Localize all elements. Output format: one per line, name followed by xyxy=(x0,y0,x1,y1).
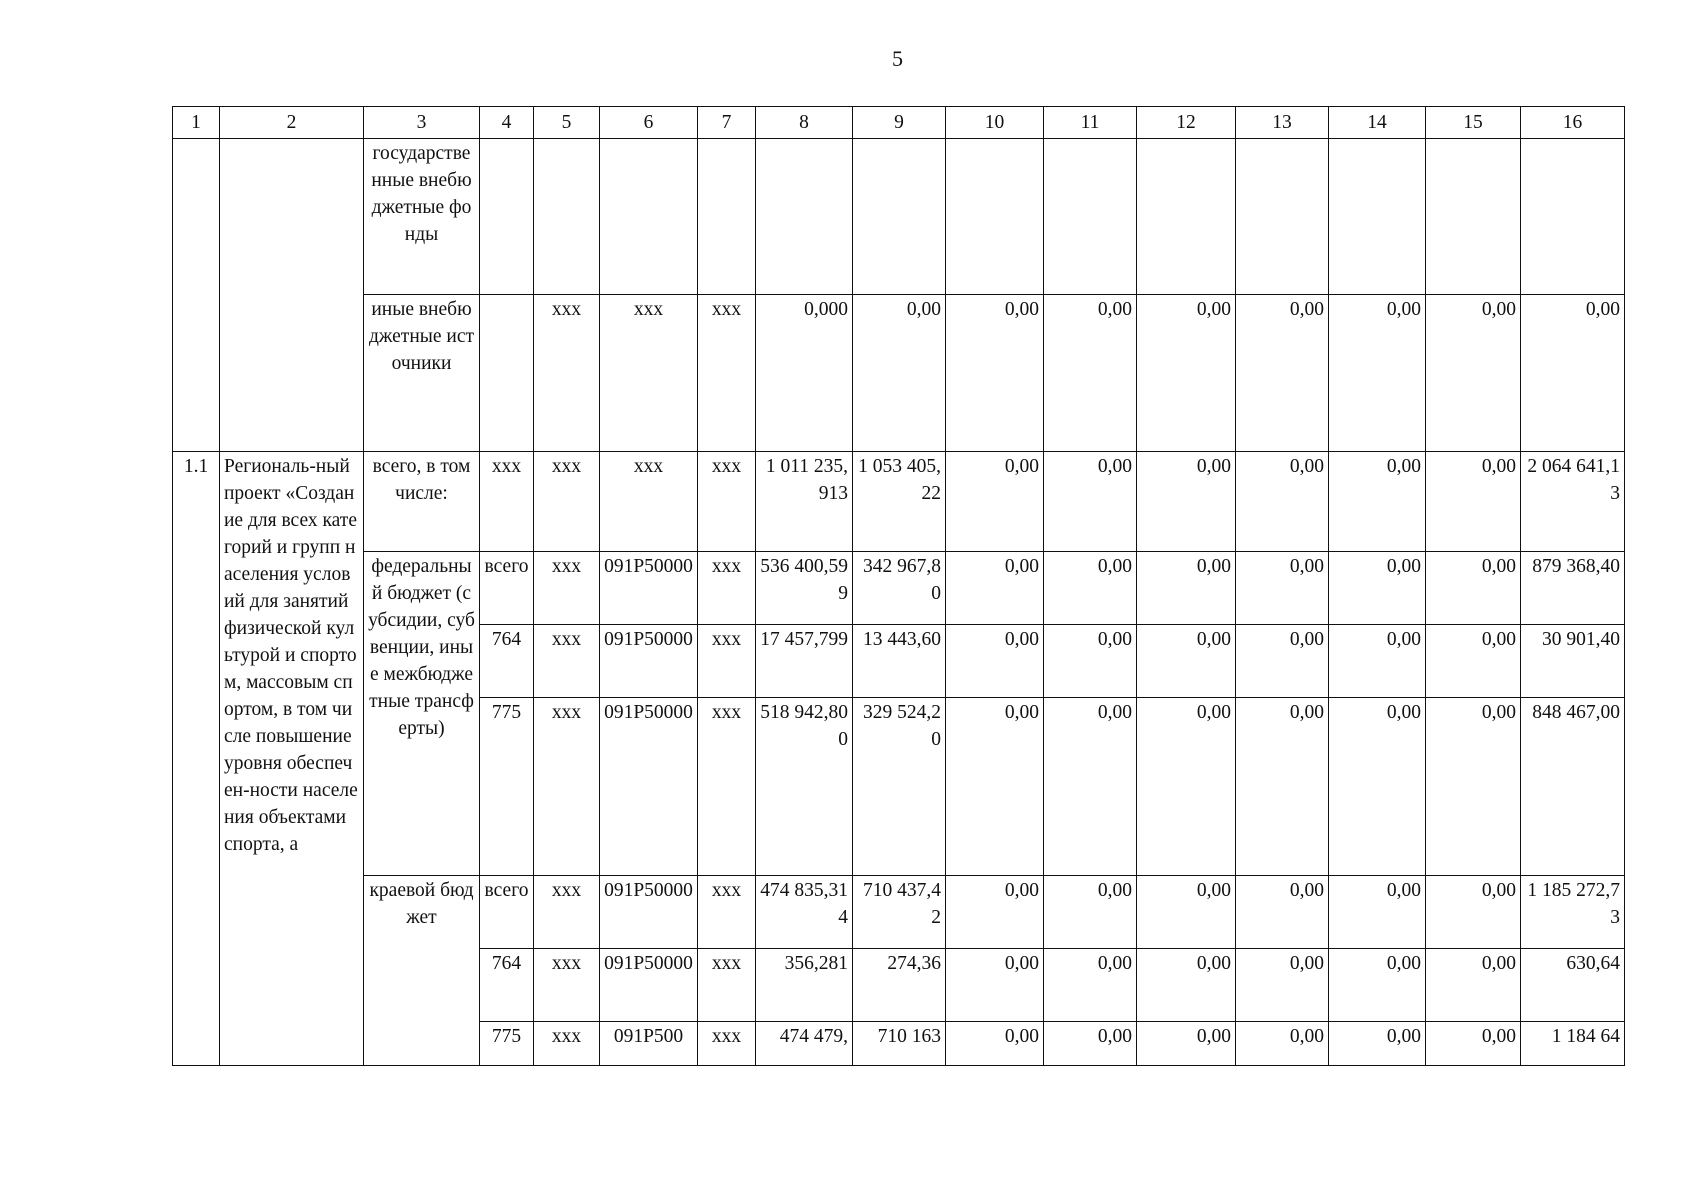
cell-col6: xxx xyxy=(600,295,698,452)
cell-col9: 329 524,20 xyxy=(853,698,946,876)
cell-col8: 536 400,599 xyxy=(756,552,853,625)
cell-col10: 0,00 xyxy=(946,698,1044,876)
section-number: 1.1 xyxy=(173,452,220,1066)
cell-col9: 342 967,80 xyxy=(853,552,946,625)
cell-col4: всего xyxy=(480,552,534,625)
cell-col11: 0,00 xyxy=(1044,552,1137,625)
cell-col4: 775 xyxy=(480,698,534,876)
cell-col16: 879 368,40 xyxy=(1521,552,1625,625)
cell-col10: 0,00 xyxy=(946,876,1044,949)
source-total: всего, в том числе: xyxy=(364,452,480,552)
cell-col14: 0,00 xyxy=(1329,552,1426,625)
cell-col10: 0,00 xyxy=(946,949,1044,1022)
source-regional: краевой бюджет xyxy=(364,876,480,1066)
cell-col13: 0,00 xyxy=(1236,625,1329,698)
column-header-1: 1 xyxy=(173,107,220,139)
cell-col4: 775 xyxy=(480,1022,534,1066)
cell-col6: 091P50000 xyxy=(600,552,698,625)
cell-col6: 091P50000 xyxy=(600,949,698,1022)
cell-col7: xxx xyxy=(698,452,756,552)
table-row xyxy=(173,295,1625,452)
cell-col10: 0,00 xyxy=(946,552,1044,625)
header-row xyxy=(173,107,1625,139)
cell-col5: xxx xyxy=(534,698,600,876)
cell-col4: 764 xyxy=(480,625,534,698)
cell-col6: 091P500 xyxy=(600,1022,698,1066)
cell-col6: 091P50000 xyxy=(600,625,698,698)
cell-col15: 0,00 xyxy=(1426,625,1521,698)
cell-col2 xyxy=(220,139,364,452)
cell-col8: 356,281 xyxy=(756,949,853,1022)
column-header-5: 5 xyxy=(534,107,600,139)
cell-col12: 0,00 xyxy=(1137,698,1236,876)
cell-col10: 0,00 xyxy=(946,1022,1044,1066)
cell-col16: 30 901,40 xyxy=(1521,625,1625,698)
cell-col7: xxx xyxy=(698,625,756,698)
cell-col9: 0,00 xyxy=(853,295,946,452)
cell-col11: 0,00 xyxy=(1044,1022,1137,1066)
cell-col11: 0,00 xyxy=(1044,295,1137,452)
cell-col4: 764 xyxy=(480,949,534,1022)
cell-col6: 091P50000 xyxy=(600,876,698,949)
cell-col13: 0,00 xyxy=(1236,552,1329,625)
column-header-9: 9 xyxy=(853,107,946,139)
cell-col10: 0,00 xyxy=(946,295,1044,452)
table-row xyxy=(173,876,1625,949)
cell-col4: xxx xyxy=(480,452,534,552)
column-header-2: 2 xyxy=(220,107,364,139)
column-header-3: 3 xyxy=(364,107,480,139)
column-header-12: 12 xyxy=(1137,107,1236,139)
cell-col15: 0,00 xyxy=(1426,698,1521,876)
cell-col7: xxx xyxy=(698,876,756,949)
table-row xyxy=(173,139,1625,295)
column-header-4: 4 xyxy=(480,107,534,139)
cell-col15: 0,00 xyxy=(1426,295,1521,452)
cell-col16: 0,00 xyxy=(1521,295,1625,452)
cell-col7: xxx xyxy=(698,698,756,876)
cell-col4 xyxy=(480,295,534,452)
column-header-8: 8 xyxy=(756,107,853,139)
cell-col6: 091P50000 xyxy=(600,698,698,876)
cell-col16: 1 184 64 xyxy=(1521,1022,1625,1066)
cell-col15: 0,00 xyxy=(1426,552,1521,625)
cell-col7: xxx xyxy=(698,295,756,452)
source-state-funds: государственные внебюджетные фонды xyxy=(364,139,480,295)
budget-table xyxy=(172,106,1625,1066)
cell-col5: xxx xyxy=(534,625,600,698)
cell-col14: 0,00 xyxy=(1329,1022,1426,1066)
cell-col9: 1 053 405,22 xyxy=(853,452,946,552)
cell-col10: 0,00 xyxy=(946,625,1044,698)
column-header-6: 6 xyxy=(600,107,698,139)
cell-col12: 0,00 xyxy=(1137,876,1236,949)
cell-col5: xxx xyxy=(534,295,600,452)
cell-col9: 13 443,60 xyxy=(853,625,946,698)
cell-col5: xxx xyxy=(534,949,600,1022)
cell-col13: 0,00 xyxy=(1236,876,1329,949)
source-federal: федеральный бюджет (субсидии, субвенции, иные межбюджетные трансферты) xyxy=(364,552,480,876)
cell-col8: 518 942,800 xyxy=(756,698,853,876)
cell-col5: xxx xyxy=(534,452,600,552)
table-row xyxy=(173,452,1625,552)
cell-col12: 0,00 xyxy=(1137,452,1236,552)
cell-col13: 0,00 xyxy=(1236,452,1329,552)
cell-col16: 1 185 272,73 xyxy=(1521,876,1625,949)
cell-col12: 0,00 xyxy=(1137,1022,1236,1066)
cell-col11: 0,00 xyxy=(1044,698,1137,876)
cell-col1 xyxy=(173,139,220,452)
cell-col14: 0,00 xyxy=(1329,876,1426,949)
column-header-16: 16 xyxy=(1521,107,1625,139)
source-other: иные внебюджетные источники xyxy=(364,295,480,452)
column-header-14: 14 xyxy=(1329,107,1426,139)
cell-col8: 474 479, xyxy=(756,1022,853,1066)
cell-col8: 1 011 235,913 xyxy=(756,452,853,552)
cell-col9: 710 163 xyxy=(853,1022,946,1066)
cell-col13: 0,00 xyxy=(1236,295,1329,452)
cell-col15: 0,00 xyxy=(1426,876,1521,949)
cell-col9: 710 437,42 xyxy=(853,876,946,949)
cell-col12: 0,00 xyxy=(1137,295,1236,452)
cell-col15: 0,00 xyxy=(1426,1022,1521,1066)
cell-col10: 0,00 xyxy=(946,452,1044,552)
column-header-11: 11 xyxy=(1044,107,1137,139)
cell-col11: 0,00 xyxy=(1044,949,1137,1022)
cell-col12: 0,00 xyxy=(1137,552,1236,625)
cell-col13: 0,00 xyxy=(1236,698,1329,876)
cell-col11: 0,00 xyxy=(1044,876,1137,949)
cell-col6: xxx xyxy=(600,452,698,552)
cell-col14: 0,00 xyxy=(1329,452,1426,552)
cell-col16: 848 467,00 xyxy=(1521,698,1625,876)
cell-col5: xxx xyxy=(534,552,600,625)
cell-col4: всего xyxy=(480,876,534,949)
cell-col13: 0,00 xyxy=(1236,1022,1329,1066)
cell-col15: 0,00 xyxy=(1426,949,1521,1022)
cell-col8: 0,000 xyxy=(756,295,853,452)
column-header-10: 10 xyxy=(946,107,1044,139)
cell-col15: 0,00 xyxy=(1426,452,1521,552)
cell-col5: xxx xyxy=(534,876,600,949)
cell-col14: 0,00 xyxy=(1329,949,1426,1022)
column-header-13: 13 xyxy=(1236,107,1329,139)
column-header-7: 7 xyxy=(698,107,756,139)
cell-col14: 0,00 xyxy=(1329,295,1426,452)
cell-col11: 0,00 xyxy=(1044,625,1137,698)
cell-col7: xxx xyxy=(698,1022,756,1066)
cell-col12: 0,00 xyxy=(1137,625,1236,698)
cell-col16: 2 064 641,13 xyxy=(1521,452,1625,552)
page-number: 5 xyxy=(892,46,903,71)
cell-col14: 0,00 xyxy=(1329,698,1426,876)
cell-col13: 0,00 xyxy=(1236,949,1329,1022)
cell-col9: 274,36 xyxy=(853,949,946,1022)
column-header-15: 15 xyxy=(1426,107,1521,139)
cell-col16: 630,64 xyxy=(1521,949,1625,1022)
cell-col7: xxx xyxy=(698,552,756,625)
cell-col8: 17 457,799 xyxy=(756,625,853,698)
cell-col5: xxx xyxy=(534,1022,600,1066)
cell-col12: 0,00 xyxy=(1137,949,1236,1022)
cell-col14: 0,00 xyxy=(1329,625,1426,698)
table-row xyxy=(173,552,1625,625)
cell-col7: xxx xyxy=(698,949,756,1022)
cell-col11: 0,00 xyxy=(1044,452,1137,552)
section-title: Региональ-ный проект «Создание для всех категорий и групп населения условий для занятий физической культурой и спортом, массовым спортом, в том числе повышение уровня обеспечен-ности населения объектами спорта, а xyxy=(220,452,364,1066)
cell-col8: 474 835,314 xyxy=(756,876,853,949)
